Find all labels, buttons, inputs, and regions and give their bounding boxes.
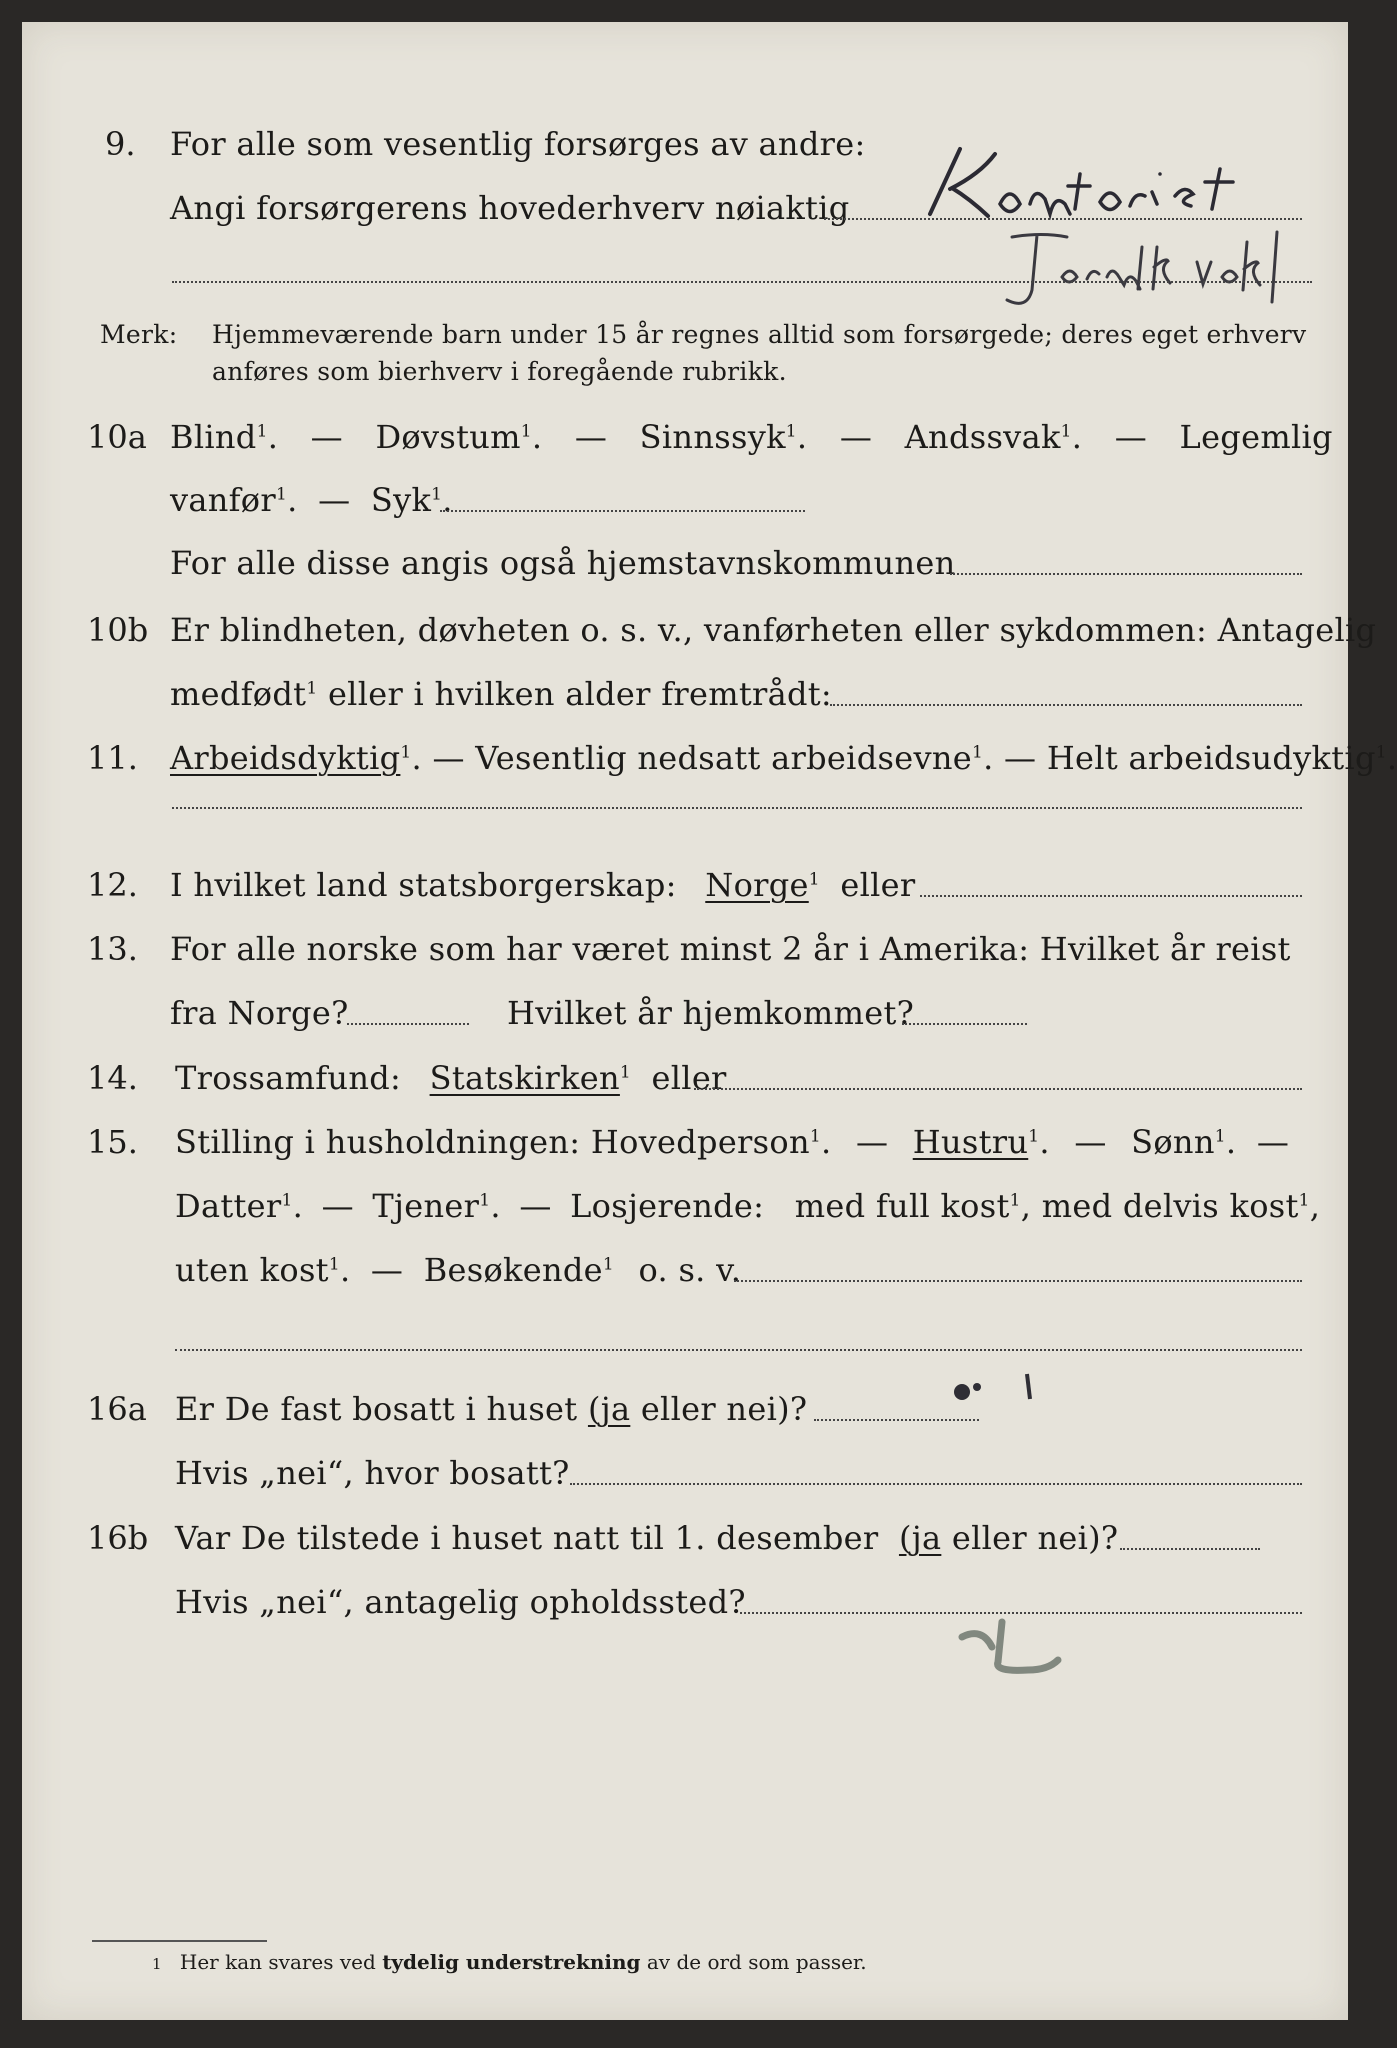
q11-extra-line bbox=[172, 807, 1302, 809]
q11-number: 11. bbox=[87, 739, 138, 777]
merk-line1: Hjemmeværende barn under 15 år regnes alltid som forsørgede; deres eget erhverv bbox=[212, 320, 1307, 349]
q15-number: 15. bbox=[87, 1123, 138, 1161]
ink-smudge-2 bbox=[952, 1612, 1112, 1696]
q15-line2: Datter$^1$. — Tjener$^1$. — Losjerende: med full kost$^1$, med delvis kost$^1$, bbox=[175, 1187, 1321, 1225]
q11-arbeidsdyktig-underlined: Arbeidsdyktig bbox=[170, 739, 401, 777]
q14-number: 14. bbox=[87, 1059, 138, 1097]
q16a-line2: Hvis „nei“, hvor bosatt? bbox=[175, 1454, 570, 1492]
q10b-alder-line bbox=[830, 704, 1302, 706]
q15-line3: uten kost$^1$. — Besøkende$^1$ o. s. v. bbox=[175, 1251, 742, 1289]
census-form-page bbox=[22, 22, 1397, 2020]
merk-line2: anføres som bierhverv i foregående rubrikk. bbox=[212, 357, 787, 386]
q10a-opt-sinnssyk: Sinnssyk bbox=[639, 418, 786, 456]
q16b-line2: Hvis „nei“, antagelig opholdssted? bbox=[175, 1583, 746, 1621]
q12-number: 12. bbox=[87, 866, 138, 904]
q10a-syk-line bbox=[440, 510, 805, 512]
q13-line2a: fra Norge? bbox=[170, 994, 349, 1032]
q9-handwritten-answer-1 bbox=[890, 144, 1310, 238]
footnote: 1 Her kan svares ved tydelig understrekning av de ord som passer. bbox=[152, 1950, 867, 1974]
q16b-ja-underlined: (ja bbox=[898, 1519, 942, 1557]
merk-label: Merk: bbox=[100, 320, 178, 349]
q12-line: I hvilket land statsborgerskap: Norge$^1$ eller bbox=[170, 866, 916, 904]
q15-line1: Stilling i husholdningen: Hovedperson$^1$. — Hustru$^1$. — Sønn$^1$. — bbox=[175, 1123, 1290, 1161]
q10a-opt-legemlig: Legemlig bbox=[1179, 418, 1333, 456]
q13-reist-line bbox=[347, 1023, 469, 1025]
q12-answer-line bbox=[920, 895, 1302, 897]
q9-handwritten-answer-2 bbox=[982, 227, 1312, 321]
q9-number: 9. bbox=[105, 125, 136, 163]
q13-number: 13. bbox=[87, 930, 138, 968]
q10a-opt-dovstum: Døvstum bbox=[375, 418, 521, 456]
q14-answer-line bbox=[694, 1088, 1302, 1090]
q16b-number: 16b bbox=[87, 1519, 149, 1557]
q10b-number: 10b bbox=[87, 611, 149, 649]
q13-hjemkommet-line bbox=[902, 1023, 1027, 1025]
q13-line2b: Hvilket år hjemkommet? bbox=[507, 994, 915, 1032]
q16a-number: 16a bbox=[87, 1390, 147, 1428]
q16b-line1: Var De tilstede i huset natt til 1. desember (ja eller nei)? bbox=[175, 1519, 1119, 1557]
ink-smudge-1 bbox=[932, 1362, 1052, 1426]
q10b-line1: Er blindheten, døvheten o. s. v., vanførheten eller sykdommen: Antagelig bbox=[170, 611, 1377, 649]
q12-norge-underlined: Norge bbox=[705, 866, 809, 904]
q10a-hjemstavn-line bbox=[950, 573, 1302, 575]
q15-extra-line bbox=[175, 1349, 1302, 1351]
q10b-line2: medfødt$^1$ eller i hvilken alder fremtrådt: bbox=[170, 675, 833, 713]
q10a-opt-andssvak: Andssvak bbox=[904, 418, 1061, 456]
q10a-opt-blind: Blind bbox=[170, 418, 257, 456]
q10a-line3: For alle disse angis også hjemstavnskommunen bbox=[170, 544, 956, 582]
q11-line: Arbeidsdyktig$^1$. — Vesentlig nedsatt arbeidsevne$^1$. — Helt arbeidsudyktig$^1$. bbox=[170, 739, 1397, 777]
q16a-bosatt-line bbox=[570, 1483, 1302, 1485]
q10a-line2: vanfør$^1$. — Syk$^1$. bbox=[170, 481, 453, 519]
q10a-line1: Blind$^1$. — Døvstum$^1$. — Sinnssyk$^1$. — Andssvak$^1$. — Legemlig bbox=[170, 418, 1333, 456]
footnote-rule bbox=[92, 1940, 267, 1942]
q15-answer-line bbox=[734, 1280, 1302, 1282]
q13-line1: For alle norske som har været minst 2 år i Amerika: Hvilket år reist bbox=[170, 930, 1291, 968]
q9-extra-line bbox=[172, 281, 1312, 283]
q16b-answer-line bbox=[1120, 1548, 1260, 1550]
q14-line: Trossamfund: Statskirken$^1$ eller bbox=[175, 1059, 727, 1097]
kontorist-signature bbox=[890, 144, 1310, 234]
q14-statskirken-underlined: Statskirken bbox=[429, 1059, 620, 1097]
q10a-number: 10a bbox=[87, 418, 147, 456]
q9-line2: Angi forsørgerens hovederhverv nøiaktig bbox=[170, 189, 850, 227]
q9-line1: For alle som vesentlig forsørges av andre: bbox=[170, 125, 866, 163]
q16a-ja-underlined: (ja bbox=[587, 1390, 631, 1428]
jernverk-signature bbox=[982, 227, 1312, 317]
q16a-line1: Er De fast bosatt i huset (ja eller nei)? bbox=[175, 1390, 808, 1428]
q15-hustru-underlined: Hustru bbox=[912, 1123, 1029, 1161]
